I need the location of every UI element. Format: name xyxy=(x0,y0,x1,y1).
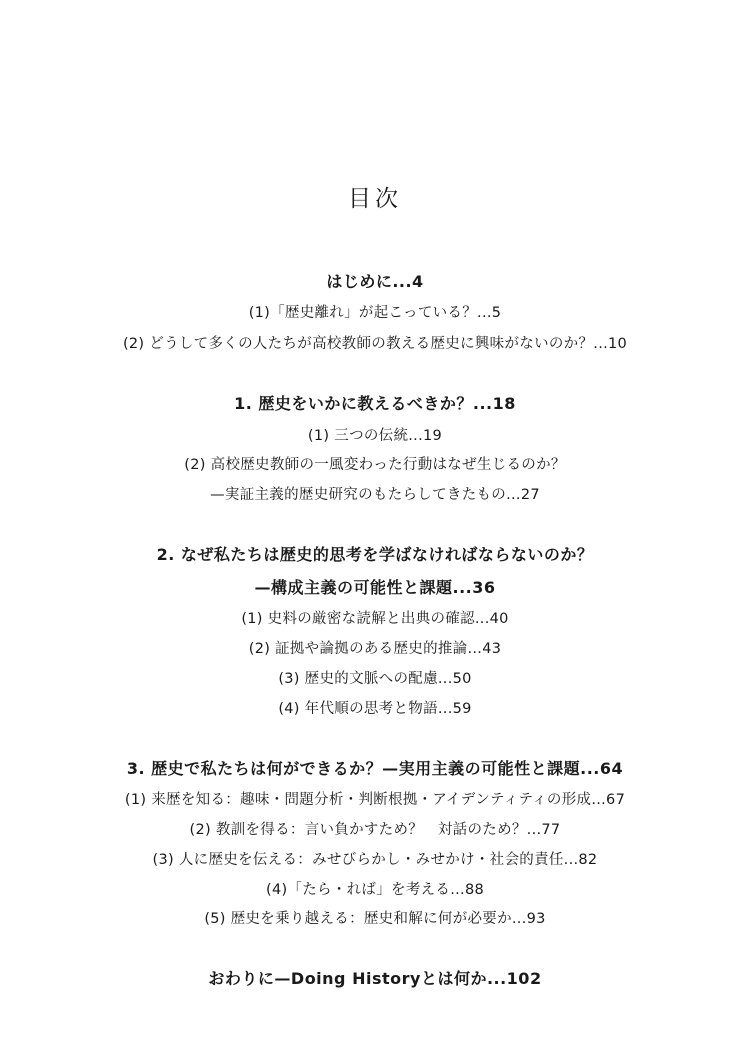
toc-item-ch3-1: (1) 来歴を知る：趣味・問題分析・判断根拠・アイデンティティの形成...67 xyxy=(124,792,626,808)
toc-item-ch3-2: (2) 教訓を得る：言い負かすため？ 対話のため？...77 xyxy=(189,822,561,838)
page-title: 目次 xyxy=(348,186,402,212)
toc-item-ch2-3: (3) 歴史的文脈への配慮...50 xyxy=(278,671,472,687)
toc-heading-chapter-3: 3. 歴史で私たちは何ができるか？—実用主義の可能性と課題...64 xyxy=(126,759,624,778)
toc-item-ch2-4: (4) 年代順の思考と物語...59 xyxy=(278,701,472,717)
toc-heading-chapter-2-subtitle: —構成主義の可能性と課題...36 xyxy=(254,578,496,597)
toc-item-ch1-2-subtitle: —実証主義的歴史研究のもたらしてきたもの...27 xyxy=(210,487,540,503)
toc-item-intro-2: (2) どうして多くの人たちが高校教師の教える歴史に興味がないのか？...10 xyxy=(122,336,628,352)
toc-item-ch3-3: (3) 人に歴史を伝える：みせびらかし・みせかけ・社会的責任...82 xyxy=(152,852,598,868)
toc-item-ch1-1: (1) 三つの伝統...19 xyxy=(307,428,443,444)
toc-item-ch2-1: (1) 史料の厳密な読解と出典の確認...40 xyxy=(241,611,509,627)
toc-heading-intro: はじめに...4 xyxy=(326,272,424,291)
toc-item-ch3-4: (4)「たら・れば」を考える...88 xyxy=(265,882,485,898)
toc-heading-chapter-1: 1. 歴史をいかに教えるべきか？...18 xyxy=(234,394,516,413)
toc-item-ch3-5: (5) 歴史を乗り越える：歴史和解に何が必要か...93 xyxy=(204,911,546,927)
toc-item-intro-1: (1)「歴史離れ」が起こっている？...5 xyxy=(248,305,502,321)
toc-heading-chapter-2: 2. なぜ私たちは歴史的思考を学ばなければならないのか？ xyxy=(156,545,594,564)
toc-item-ch1-2: (2) 高校歴史教師の一風変わった行動はなぜ生じるのか？ xyxy=(184,457,566,473)
toc-item-ch2-2: (2) 証拠や論拠のある歴史的推論...43 xyxy=(248,641,502,657)
toc-heading-outro: おわりに—Doing Historyとは何か...102 xyxy=(208,969,542,988)
